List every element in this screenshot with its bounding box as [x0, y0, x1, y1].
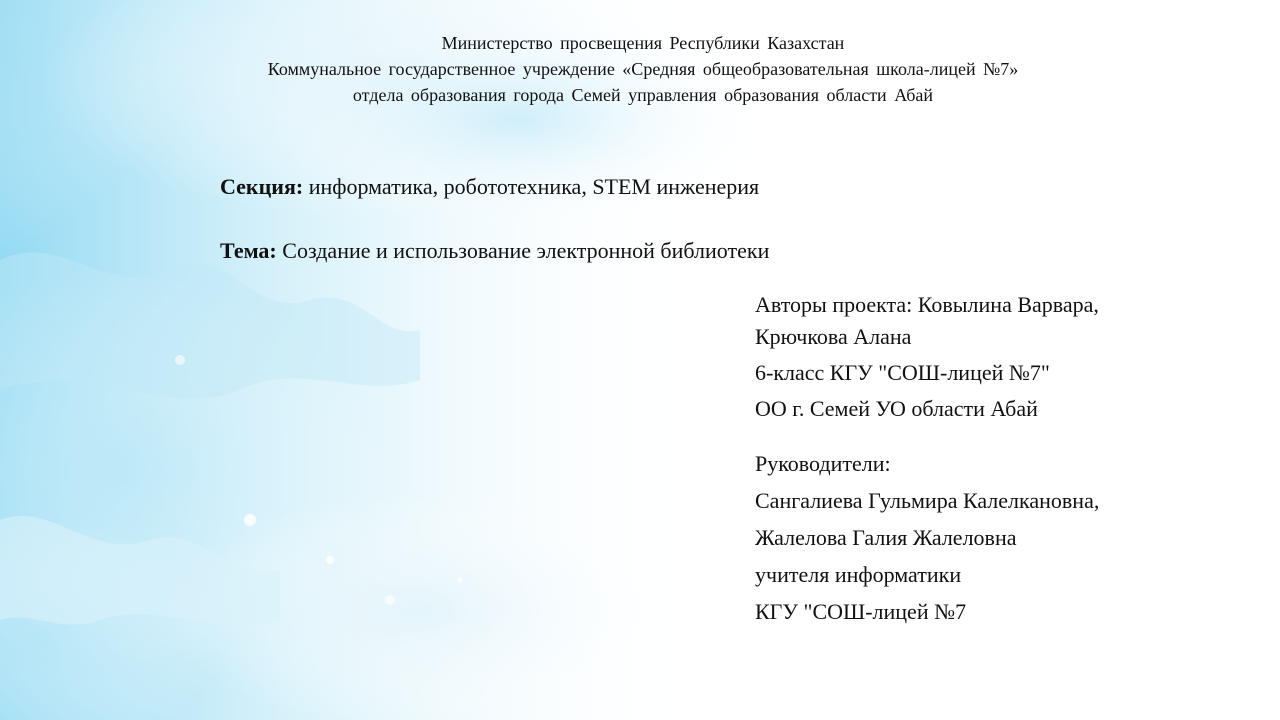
authors-class-school: 6-класс КГУ "СОШ-лицей №7": [755, 360, 1050, 385]
supervisors-role: учителя информатики: [755, 562, 962, 587]
section-label: Секция:: [220, 174, 304, 199]
ministry-name: Министерство просвещения Республики Казахстан: [441, 33, 845, 53]
authors-line-2: Крючкова Алана: [755, 324, 912, 349]
section-value: информатика, робототехника, STEM инженерия: [308, 174, 760, 199]
topic-line: [220, 236, 769, 266]
supervisors-school: КГУ "СОШ-лицей №7: [755, 599, 967, 624]
school-name: Коммунальное государственное учреждение «Средняя общеобразовательная школа-лицей №7»: [267, 59, 1019, 79]
authors-line-1: Авторы проекта: Ковылина Варвара,: [755, 292, 1099, 317]
authors-block: [755, 290, 1099, 430]
topic-value: Создание и использование электронной библиотеки: [282, 238, 770, 263]
supervisor-2: Жалелова Галия Жалеловна: [755, 525, 1017, 550]
department-name: отдела образования города Семей управления образования области Абай: [352, 85, 934, 105]
topic-label: Тема:: [220, 238, 277, 263]
supervisor-1: Сангалиева Гульмира Калелкановна,: [755, 488, 1100, 513]
authors-location: ОО г. Семей УО области Абай: [755, 396, 1038, 421]
supervisors-block: [755, 449, 1099, 634]
section-line: [220, 172, 759, 202]
institution-header: [0, 30, 1280, 108]
supervisors-title: Руководители:: [755, 451, 891, 476]
